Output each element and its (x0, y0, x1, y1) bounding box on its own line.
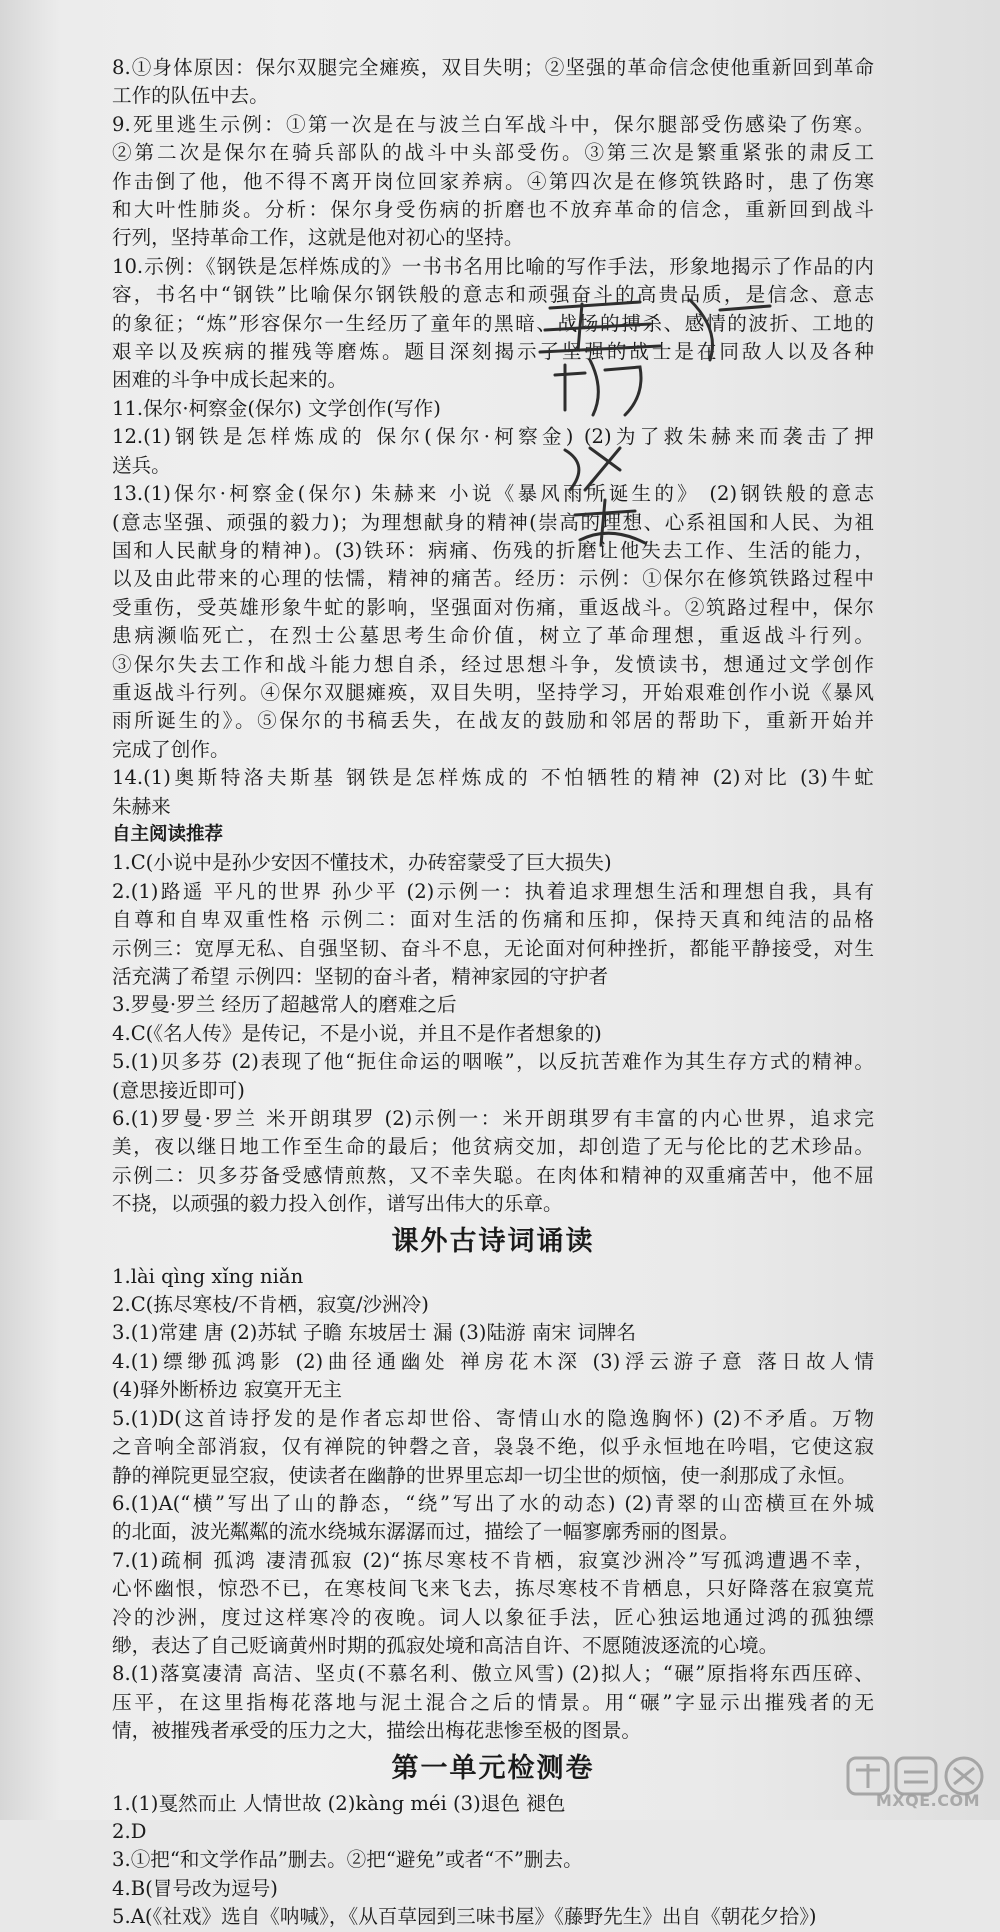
answer-line: 6.(1)罗曼·罗兰 米开朗琪罗 (2)示例一：米开朗琪罗有丰富的内心世界，追求完 (112, 1107, 874, 1131)
answer-item (112, 1405, 874, 1490)
answer-item (112, 1660, 874, 1745)
unit-test-title: 第一单元检测卷 (391, 1752, 595, 1784)
answer-item (112, 253, 874, 395)
answer-item (112, 764, 874, 821)
answer-line: ③保尔失去工作和战斗能力想自杀，经过思想斗争，发愤读书，想通过文学创作 (112, 652, 874, 676)
answer-item (112, 991, 874, 1019)
answer-line: 困难的斗争中成长起来的。 (112, 368, 348, 392)
answer-line: 8.(1)落寞凄清 高洁、坚贞(不慕名利、傲立风雪) (2)拟人；“碾”原指将东西压碎、 (112, 1662, 874, 1686)
answer-line: 12.(1)钢铁是怎样炼成的 保尔(保尔·柯察金) (2)为了救朱赫来而袭击了押 (112, 425, 874, 449)
answer-item (112, 111, 874, 253)
answer-item (112, 1790, 874, 1818)
answer-line: 4.B(冒号改为逗号) (112, 1876, 278, 1900)
answer-line: 11.保尔·柯察金(保尔) 文学创作(写作) (112, 396, 441, 420)
answer-item (112, 54, 874, 111)
answer-line: 9.死里逃生示例：①第一次是在与波兰白军战斗中，保尔腿部受伤感染了伤寒。 (112, 112, 874, 136)
answer-line: 示例二：贝多芬备受感情煎熬，又不幸失聪。在肉体和精神的双重痛苦中，他不屈 (112, 1163, 874, 1187)
answer-line: 5.(1)D(这首诗抒发的是作者忘却世俗、寄情山水的隐逸胸怀) (2)不矛盾。万物 (112, 1406, 874, 1430)
watermark-url: MXQE.COM (875, 1791, 980, 1810)
answer-line: 3.(1)常建 唐 (2)苏轼 子瞻 东坡居士 漏 (3)陆游 南宋 词牌名 (112, 1321, 637, 1345)
answer-item (112, 1490, 874, 1547)
answer-line: 之音响全部消寂，仅有禅院的钟磬之音，袅袅不绝，似乎永恒地在吟唱，它使这寂 (112, 1435, 874, 1459)
answer-line: 受重伤，受英雄形象牛虻的影响，坚强面对伤痛，重返战斗。②筑路过程中，保尔 (112, 595, 874, 619)
answer-line: 的象征；“炼”形容保尔一生经历了童年的黑暗、战场的搏杀、感情的波折、工地的 (112, 311, 874, 335)
answer-item (112, 1048, 874, 1105)
answer-item (112, 480, 874, 764)
answer-item (112, 1291, 874, 1319)
answer-line: 送兵。 (112, 453, 171, 477)
answer-line: 的北面，波光粼粼的流水绕城东潺潺而过，描绘了一幅寥廓秀丽的图景。 (112, 1520, 739, 1544)
answer-line: 缈，表达了自己贬谪黄州时期的孤寂处境和高洁自许、不愿随波逐流的心境。 (112, 1633, 779, 1657)
answer-line: 1.C(小说中是孙少安因不懂技术，办砖窑蒙受了巨大损失) (112, 851, 612, 875)
answer-line: 3.罗曼·罗兰 经历了超越常人的磨难之后 (112, 993, 457, 1017)
answer-line: 6.(1)A(“横”写出了山的静态，“绕”写出了水的动态) (2)青翠的山峦横亘在外城 (112, 1491, 874, 1515)
answer-line: 重返战斗行列。④保尔双腿瘫痪，双目失明，坚持学习，开始艰难创作小说《暴风 (112, 680, 874, 704)
answer-line: (4)驿外断桥边 寂寞开无主 (112, 1378, 342, 1402)
answer-line: 朱赫来 (112, 794, 171, 818)
answer-line: 5.A(《社戏》选自《呐喊》，《从百草园到三味书屋》《藤野先生》出自《朝花夕拾》) (112, 1905, 817, 1929)
answer-line: 完成了创作。 (112, 737, 230, 761)
answer-line: 和大叶性肺炎。分析：保尔身受伤病的折磨也不放弃革命的信念，重新回到战斗 (112, 198, 874, 222)
answer-line: 作击倒了他，他不得不离开岗位回家养病。④第四次是在修筑铁路时，患了伤寒 (112, 169, 874, 193)
answer-item (112, 395, 874, 423)
answer-line: 静的禅院更显空寂，使读者在幽静的世界里忘却一切尘世的烦恼，使一刹那成了永恒。 (112, 1463, 857, 1487)
answer-item (112, 1348, 874, 1405)
answer-line: 艰辛以及疾病的摧残等磨炼。题目深刻揭示了坚强的战士是在同敌人以及各种 (112, 340, 874, 364)
answer-line: 5.(1)贝多芬 (2)表现了他“扼住命运的咽喉”，以反抗苦难作为其生存方式的精神。 (112, 1050, 874, 1074)
answer-line: ②第二次是保尔在骑兵部队的战斗中头部受伤。③第三次是繁重紧张的肃反工 (112, 141, 874, 165)
answer-line: 压平，在这里指梅花落地与泥土混合之后的情景。用“碾”字显示出摧残者的无 (112, 1690, 874, 1714)
answer-line: 示例三：宽厚无私、自强坚韧、奋斗不息，无论面对何种挫折，都能平静接受，对生 (112, 936, 874, 960)
answer-line: 2.(1)路遥 平凡的世界 孙少平 (2)示例一：执着追求理想生活和理想自我，具有 (112, 879, 874, 903)
self-reading-heading: 自主阅读推荐 (112, 823, 224, 845)
answer-line: 雨所诞生的》。⑤保尔的书稿丢失，在战友的鼓励和邻居的帮助下，重新开始并 (112, 709, 874, 733)
answer-line: 以及由此带来的心理的怯懦，精神的痛苦。经历：示例：①保尔在修筑铁路过程中 (112, 567, 874, 591)
answer-line: (意志坚强、顽强的毅力)；为理想献身的精神(崇高的理想、心系祖国和人民、为祖 (112, 510, 874, 534)
answer-line: 13.(1)保尔·柯察金(保尔) 朱赫来 小说《暴风雨所诞生的》 (2)钢铁般的意志 (112, 482, 874, 506)
answer-line: 患病濒临死亡，在烈士公墓思考生命价值，树立了革命理想，重返战斗行列。 (112, 624, 874, 648)
poetry-section-title: 课外古诗词诵读 (391, 1225, 595, 1257)
answer-line: 7.(1)疏桐 孤鸿 凄清孤寂 (2)“拣尽寒枝不肯栖，寂寞沙洲冷”写孤鸿遭遇不幸， (112, 1548, 874, 1572)
answer-line: 国和人民献身的精神)。(3)铁环：病痛、伤残的折磨让他失去工作、生活的能力， (112, 538, 874, 562)
answer-line: 心怀幽恨，惊恐不已，在寒枝间飞来飞去，拣尽寒枝不肯栖息，只好降落在寂寞荒 (112, 1577, 874, 1601)
answer-item (112, 1903, 874, 1931)
answer-item (112, 878, 874, 992)
answer-line: 14.(1)奥斯特洛夫斯基 钢铁是怎样炼成的 不怕牺牲的精神 (2)对比 (3)牛虻 (112, 766, 874, 790)
answer-line: 1.lài qìng xǐng niǎn (112, 1264, 304, 1288)
answer-item (112, 1319, 874, 1347)
answer-line: 3.①把“和文学作品”删去。②把“避免”或者“不”删去。 (112, 1848, 583, 1872)
answer-line: 自尊和自卑双重性格 示例二：面对生活的伤痛和压抑，保持天真和纯洁的品格 (112, 908, 874, 932)
answer-line: 情，被摧残者承受的压力之大，描绘出梅花悲惨至极的图景。 (112, 1719, 642, 1743)
answer-item (112, 1547, 874, 1661)
answer-item (112, 849, 874, 877)
answer-item (112, 1020, 874, 1048)
answer-line: 10.示例：《钢铁是怎样炼成的》一书书名用比喻的写作手法，形象地揭示了作品的内 (112, 254, 874, 278)
answer-item (112, 1846, 874, 1874)
answer-line: 工作的队伍中去。 (112, 84, 269, 108)
answer-content (112, 54, 874, 1932)
answer-line: 1.(1)戛然而止 人情世故 (2)kàng méi (3)退色 褪色 (112, 1791, 566, 1815)
answer-line: 4.C(《名人传》是传记，不是小说，并且不是作者想象的) (112, 1021, 602, 1045)
answer-line: 活充满了希望 示例四：坚韧的奋斗者，精神家园的守护者 (112, 965, 609, 988)
answer-item (112, 1875, 874, 1903)
answer-item (112, 1818, 874, 1846)
answer-line: 行列，坚持革命工作，这就是他对初心的坚持。 (112, 226, 524, 250)
answer-line: 容，书名中“钢铁”比喻保尔钢铁般的意志和顽强奋斗的高贵品质，是信念、意志 (112, 283, 874, 307)
answer-item (112, 423, 874, 480)
answer-line: 美，夜以继日地工作至生命的最后；他贫病交加，却创造了无与伦比的艺术珍品。 (112, 1135, 874, 1159)
answer-line: (意思接近即可) (112, 1078, 245, 1102)
answer-line: 冷的沙洲，度过这样寒冷的夜晚。词人以象征手法，匠心独运地通过鸿的孤独缥 (112, 1605, 874, 1629)
answer-line: 2.C(拣尽寒枝/不肯栖，寂寞/沙洲冷) (112, 1293, 429, 1317)
answer-item (112, 1263, 874, 1291)
answer-line: 不挠，以顽强的毅力投入创作，谱写出伟大的乐章。 (112, 1192, 563, 1216)
answer-item (112, 1105, 874, 1219)
watermark-logo (844, 1754, 994, 1816)
answer-line: 8.①身体原因：保尔双腿完全瘫痪，双目失明；②坚强的革命信念使他重新回到革命 (112, 56, 874, 79)
answer-line: 2.D (112, 1819, 147, 1843)
answer-line: 4.(1)缥缈孤鸿影 (2)曲径通幽处 禅房花木深 (3)浮云游子意 落日故人情 (112, 1349, 874, 1373)
